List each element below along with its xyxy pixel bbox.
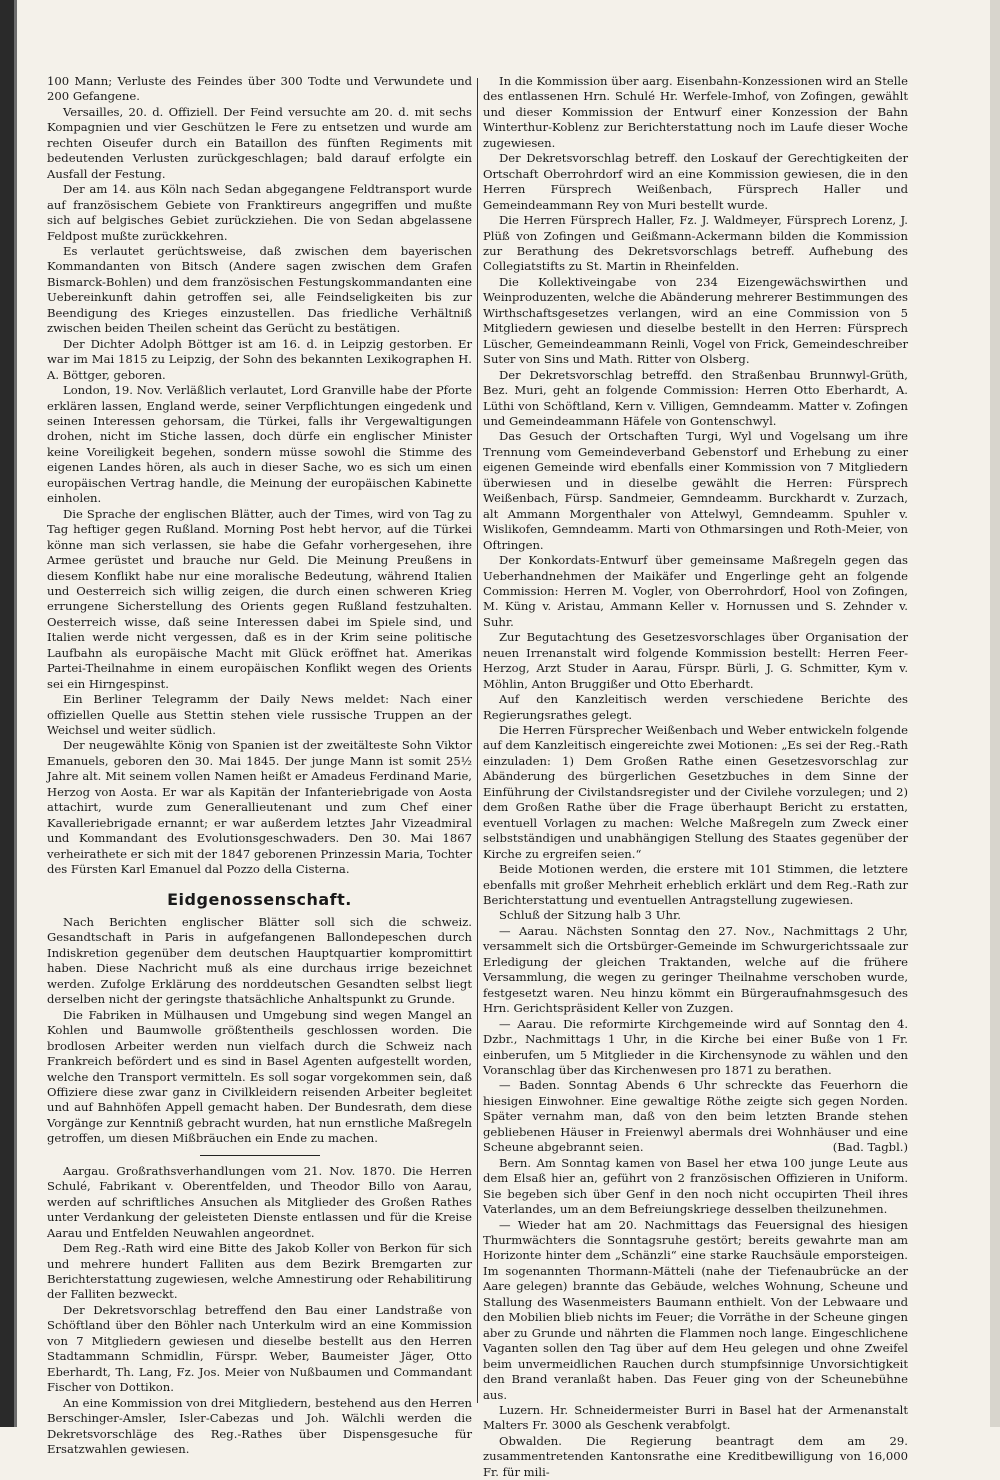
source-attribution: (Bad. Tagbl.) [832, 1140, 908, 1155]
scan-edge-shadow [14, 0, 17, 1427]
article-paragraph: Die Herren Fürsprecher Weißenbach und Weber entwickeln folgende auf dem Kanzleitisch eingereichte zwei Motionen: „Es sei der Reg.-Rath einzuladen: 1) Dem Großen Rathe einen Gesetzesvorschlag zur Abänderung des bürgerlichen Gesetzbuches in dem Sinne der Einführung der Civilstandsregister und der Civilehe vorzulegen; und 2) dem Großen Rathe über die Frage überhaupt Bericht zu erstatten, eventuell Vorlagen zu machen: Welche Maßregeln zum Zweck einer selbstständigen und unabhängigen Stellung des Staates gegenüber der Kirche zu ergreifen seien.“ [483, 723, 908, 861]
article-paragraph: London, 19. Nov. Verläßlich verlautet, Lord Granville habe der Pforte erklären lassen, England werde, seiner Verpflichtungen eingedenk und seinen Interessen gehorsam, die Türkei, falls ihr Vergewaltigungen drohen, nicht im Stiche lassen, doch dürfe ein englischer Minister keine Voreiligkeit begehen, sondern müsse sowohl die Stimme des eigenen Landes hören, als auch in dieser Sache, wo es sich um einen europäischen Vertrag handle, die Meinung der europäischen Kabinette einholen. [47, 383, 472, 506]
article-paragraph [483, 1078, 908, 1155]
article-paragraph: — Aarau. Die reformirte Kirchgemeinde wird auf Sonntag den 4. Dzbr., Nachmittags 1 Uhr, in die Kirche bei einer Buße von 1 Fr. einberufen, um 5 Mitglieder in die Kirchensynode zu wählen und den Voranschlag über das Kirchenwesen pro 1871 zu berathen. [483, 1016, 908, 1077]
article-paragraph: Dem Reg.-Rath wird eine Bitte des Jakob Koller von Berkon für sich und mehrere hundert Falliten aus dem Bezirk Bremgarten zur Berichterstattung zugewiesen, welche Amnestirung oder Rehabilitirung der Falliten bezweckt. [47, 1241, 472, 1302]
article-paragraph: Der Dekretsvorschlag betreff. den Loskauf der Gerechtigkeiten der Ortschaft Oberrohrdorf wird an eine Kommission gewiesen, die in den Herren Fürsprech Weißenbach, Fürsprech Haller und Gemeindeammann Rey von Muri bestellt wurde. [483, 151, 908, 212]
column-divider [477, 78, 478, 1403]
article-paragraph: Versailles, 20. d. Offiziell. Der Feind versuchte am 20. d. mit sechs Kompagnien und vier Geschützen le Fere zu entsetzen und wurde am rechten Oiseufer durch ein Bataillon des fünften Regiments mit bedeutenden Verlusten zurückgeschlagen; bald darauf erfolgte ein Ausfall der Festung. [47, 104, 472, 181]
section-heading: Eidgenossenschaft. [167, 889, 352, 909]
article-paragraph: Schluß der Sitzung halb 3 Uhr. [499, 908, 681, 923]
article-paragraph: Die Kollektiveingabe von 234 Eizengewächswirthen und Weinproduzenten, welche die Abänderung mehrerer Bestimmungen des Wirthschaftsgesetzes verlangen, wird an eine Commission von 5 Mitgliedern gewiesen und dieselbe bestellt in den Herren: Fürsprech Lüscher, Gemeindeammann Reinli, Vogel von Frick, Gemeindeschreiber Suter von Sins und Math. Ritter von Olsberg. [483, 274, 908, 367]
article-paragraph: An eine Kommission von drei Mitgliedern, bestehend aus den Herren Berschinger-Amsler, Isler-Cabezas und Joh. Wälchli werden die Dekretsvorschläge des Reg.-Rathes über Dispensgesuche für Ersatzwahlen gewiesen. [47, 1395, 472, 1456]
article-text: — Baden. Sonntag Abends 6 Uhr schreckte das Feuerhorn die hiesigen Einwohner. Eine gewaltige Röthe zeigte sich gegen Norden. Später vernahm man, daß von den beim letzten Brande stehen gebliebenen Häuser in Freienwyl abermals drei Wohnhäuser und eine Scheune abgebrannt seien. [483, 1078, 908, 1155]
article-paragraph: Obwalden. Die Regierung beantragt dem am 29. zusammentretenden Kantonsrathe eine Kreditbewilligung von 16,000 Fr. für mili- [483, 1433, 908, 1479]
article-paragraph: Zur Begutachtung des Gesetzesvorschlages über Organisation der neuen Irrenanstalt wird folgende Kommission bestellt: Herren Feer-Herzog, Arzt Studer in Aarau, Fürspr. Bürli, J. G. Schmitter, Kym v. Möhlin, Anton Bruggißer und Otto Eberhardt. [483, 630, 908, 691]
article-paragraph: Bern. Am Sonntag kamen von Basel her etwa 100 junge Leute aus dem Elsaß hier an, geführt von 2 französischen Offizieren in Uniform. Sie begeben sich über Genf in den noch nicht occupirten Theil ihres Vaterlandes, um an dem Befreiungskriege desselben theilzunehmen. [483, 1155, 908, 1217]
article-paragraph: Der Dekretsvorschlag betreffend den Bau einer Landstraße von Schöftland über den Böhler nach Unterkulm wird an eine Kommission von 7 Mitgliedern gewiesen und dieselbe bestellt aus den Herren Stadtammann Schmidlin, Fürspr. Weber, Baumeister Jäger, Otto Eberhardt, Th. Lang, Fz. Jos. Meier von Nußbaumen und Commandant Fischer von Dottikon. [47, 1302, 472, 1395]
article-paragraph: Ein Berliner Telegramm der Daily News meldet: Nach einer offiziellen Quelle aus Stettin stehen viele russische Truppen an der Weichsel und weiter südlich. [47, 692, 472, 738]
article-paragraph: Es verlautet gerüchtsweise, daß zwischen dem bayerischen Kommandanten von Bitsch (Andere sagen zwischen dem Grafen Bismarck-Bohlen) und dem französischen Festungskommandanten eine Uebereinkunft dahin getroffen sei, alle Feindseligkeiten bis zur Beendigung des Krieges einzustellen. Das friedliche Verhältniß zwischen beiden Theilen scheint das Gerücht zu bestätigen. [47, 243, 472, 336]
article-paragraph: Der Konkordats-Entwurf über gemeinsame Maßregeln gegen das Ueberhandnehmen der Maikäfer und Engerlinge geht an folgende Commission: Herren M. Vogler, von Oberrohrdorf, Hool von Zofingen, M. Küng v. Aristau, Ammann Keller v. Hornussen und S. Zehnder v. Suhr. [483, 553, 908, 629]
article-paragraph: Die Herren Fürsprech Haller, Fz. J. Waldmeyer, Fürsprech Lorenz, J. Plüß von Zofingen und Geißmann-Ackermann bilden die Kommission zur Berathung des Dekretsvorschlags betreff. Aufhebung des Collegiatstifts zu St. Martin in Rheinfelden. [483, 213, 908, 274]
article-paragraph: Der Dekretsvorschlag betreffd. den Straßenbau Brunnwyl-Grüth, Bez. Muri, geht an folgende Commission: Herren Otto Eberhardt, A. Lüthi von Schöftland, Kern v. Villigen, Gemndeamm. Matter v. Zofingen und Gemeindeammann Häfele von Gontenschwyl. [483, 367, 908, 428]
article-paragraph: Nach Berichten englischer Blätter soll sich die schweiz. Gesandtschaft in Paris in aufgefangenen Ballondepeschen durch Indiskretion gegenüber dem deutschen Hauptquartier kompromittirt haben. Diese Nachricht muß als eine durchaus irrige bezeichnet werden. Zufolge Erklärung des norddeutschen Gesandten selbst liegt derselben nicht der geringste thatsächliche Anhaltspunkt zu Grunde. [47, 915, 472, 1007]
article-paragraph: Auf den Kanzleitisch werden verschiedene Berichte des Regierungsrathes gelegt. [483, 692, 908, 722]
article-paragraph: Aargau. Großrathsverhandlungen vom 21. Nov. 1870. Die Herren Schulé, Fabrikant v. Oberentfelden, und Theodor Billo von Aarau, werden auf schriftliches Ansuchen als Mitglieder des Großen Rathes unter Verdankung der geleisteten Dienste entlassen und für die Kreise Aarau und Entfelden Neuwahlen angeordnet. [47, 1163, 472, 1240]
article-paragraph: Luzern. Hr. Schneidermeister Burri in Basel hat der Armenanstalt Malters Fr. 3000 als Geschenk verabfolgt. [483, 1402, 908, 1433]
article-paragraph: Der Dichter Adolph Böttger ist am 16. d. in Leipzig gestorben. Er war im Mai 1815 zu Leipzig, der Sohn des bekannten Lexikographen H. A. Böttger, geboren. [47, 336, 472, 382]
article-paragraph: Die Sprache der englischen Blätter, auch der Times, wird von Tag zu Tag heftiger gegen Rußland. Morning Post hebt hervor, auf die Türkei könne man sich verlassen, sie habe die Gefahr vorhergesehen, ihre Armee gerüstet und brauche nur Geld. Die Meinung Preußens in diesem Konflikt habe nur eine moralische Bedeutung, während Italien und Oesterreich sich willig zeigen, die durch einen schweren Krieg errungene Sicherstellung des Orients gegen Rußland festzuhalten. Oesterreich wisse, daß seine Interessen dabei im Spiele sind, und Italien werde nicht vergessen, daß es in der Krim seine politische Laufbahn als europäische Macht mit Glück eröffnet hat. Amerikas Partei-Theilnahme in einem europäischen Konflikt wegen des Orients sei ein Hirngespinst. [47, 506, 472, 691]
article-paragraph: Das Gesuch der Ortschaften Turgi, Wyl und Vogelsang um ihre Trennung vom Gemeindeverband Gebenstorf und Erhebung zu einer eigenen Gemeinde wird ebenfalls einer Kommission von 7 Mitgliedern überwiesen und in dieselbe gewählt die Herren: Fürsprech Weißenbach, Fürsp. Sandmeier, Gemndeamm. Burckhardt v. Zurzach, alt Ammann Morgenthaler von Attelwyl, Gemndeamm. Spuhler v. Wislikofen, Gemndeamm. Marti von Othmarsingen und Roth-Meier, von Oftringen. [483, 429, 908, 552]
article-paragraph: Der neugewählte König von Spanien ist der zweitälteste Sohn Viktor Emanuels, geboren den 30. Mai 1845. Der junge Mann ist somit 25½ Jahre alt. Mit seinem vollen Namen heißt er Amadeus Ferdinand Marie, Herzog von Aosta. Er war als Kapitän der Infanteriebrigade von Aosta attachirt, wurde zum Generallieutenant und zum Chef einer Kavalleriebrigade ernannt; er war außerdem letztes Jahr Vizeadmiral und Kommandant des Evolutionsgeschwaders. Den 30. Mai 1867 verheirathete er sich mit der 1847 geborenen Prinzessin Maria, Tochter des Fürsten Karl Emanuel dal Pozzo della Cisterna. [47, 738, 472, 877]
article-paragraph: — Aarau. Nächsten Sonntag den 27. Nov., Nachmittags 2 Uhr, versammelt sich die Ortsbürger-Gemeinde im Schwurgerichtssaale zur Erledigung der gleichen Traktanden, welche auf die frühere Versammlung, die wegen zu geringer Theilnahme verschoben wurde, festgesetzt waren. Neu hinzu kömmt ein Bürgeraufnahmsgesuch des Hrn. Gerichtspräsident Keller von Zuzgen. [483, 923, 908, 1016]
left-column [47, 74, 472, 1457]
scan-edge-dark [0, 0, 14, 1427]
article-paragraph: Beide Motionen werden, die erstere mit 101 Stimmen, die letztere ebenfalls mit großer Mehrheit erheblich erklärt und dem Reg.-Rath zur Berichterstattung und eventuellen Antragstellung zugewiesen. [483, 862, 908, 908]
article-paragraph: Der am 14. aus Köln nach Sedan abgegangene Feldtransport wurde auf französischem Gebiete von Franktireurs angegriffen und mußte sich auf belgisches Gebiet zurückziehen. Die von Sedan abgelassene Feldpost mußte zurückkehren. [47, 182, 472, 243]
scan-edge-light [990, 0, 1000, 1427]
article-paragraph: In die Kommission über aarg. Eisenbahn-Konzessionen wird an Stelle des entlassenen Hrn. Schulé Hr. Werfele-Imhof, von Zofingen, gewählt und dieser Kommission der Entwurf einer Konzession der Bahn Winterthur-Koblenz zur Berichterstattung noch im Laufe dieser Woche zugewiesen. [483, 74, 908, 150]
article-paragraph: — Wieder hat am 20. Nachmittags das Feuersignal des hiesigen Thurmwächters die Sonntagsruhe gestört; bereits gewahrte man am Horizonte hinter dem „Schänzli“ eine starke Rauchsäule emporsteigen. Im sogenannten Thormann-Mätteli (nahe der Tiefenaubrücke an der Aare gelegen) brannte das Gebäude, welches Wohnung, Scheune und Stallung des Wasenmeisters Baumann enthielt. Von der Lebwaare und den Mobilien blieb nichts im Feuer; die Vorräthe in der Scheune gingen aber zu Grunde und nährten die Flammen noch lange. Eingeschlichene Vaganten sollen den Tag über auf dem Heu gelegen und ohne Zweifel beim unvermeidlichen Rauchen durch stumpfsinnige Unvorsichtigkeit den Brand veranlaßt haben. Das Feuer ging von der Scheunebühne aus. [483, 1217, 908, 1402]
article-paragraph: Die Fabriken in Mülhausen und Umgebung sind wegen Mangel an Kohlen und Baumwolle größtentheils geschlossen worden. Die brodlosen Arbeiter werden nun vielfach durch die Schweiz nach Frankreich befördert und es sind in Basel Agenten aufgestellt worden, welche den Transport vermitteln. Es soll sogar vorgekommen sein, daß Offiziere diese zwar ganz in Civilkleidern reisenden Arbeiter begleitet und auf Bahnhöfen Appell gemacht haben. Der Bundesrath, dem diese Vorgänge zur Kenntniß gebracht wurden, hat nun ernstliche Maßregeln getroffen, um diesen Mißbräuchen ein Ende zu machen. [47, 1007, 472, 1146]
article-paragraph: 100 Mann; Verluste des Feindes über 300 Todte und Verwundete und 200 Gefangene. [47, 74, 472, 104]
right-column [483, 74, 908, 1480]
section-divider [200, 1155, 320, 1156]
